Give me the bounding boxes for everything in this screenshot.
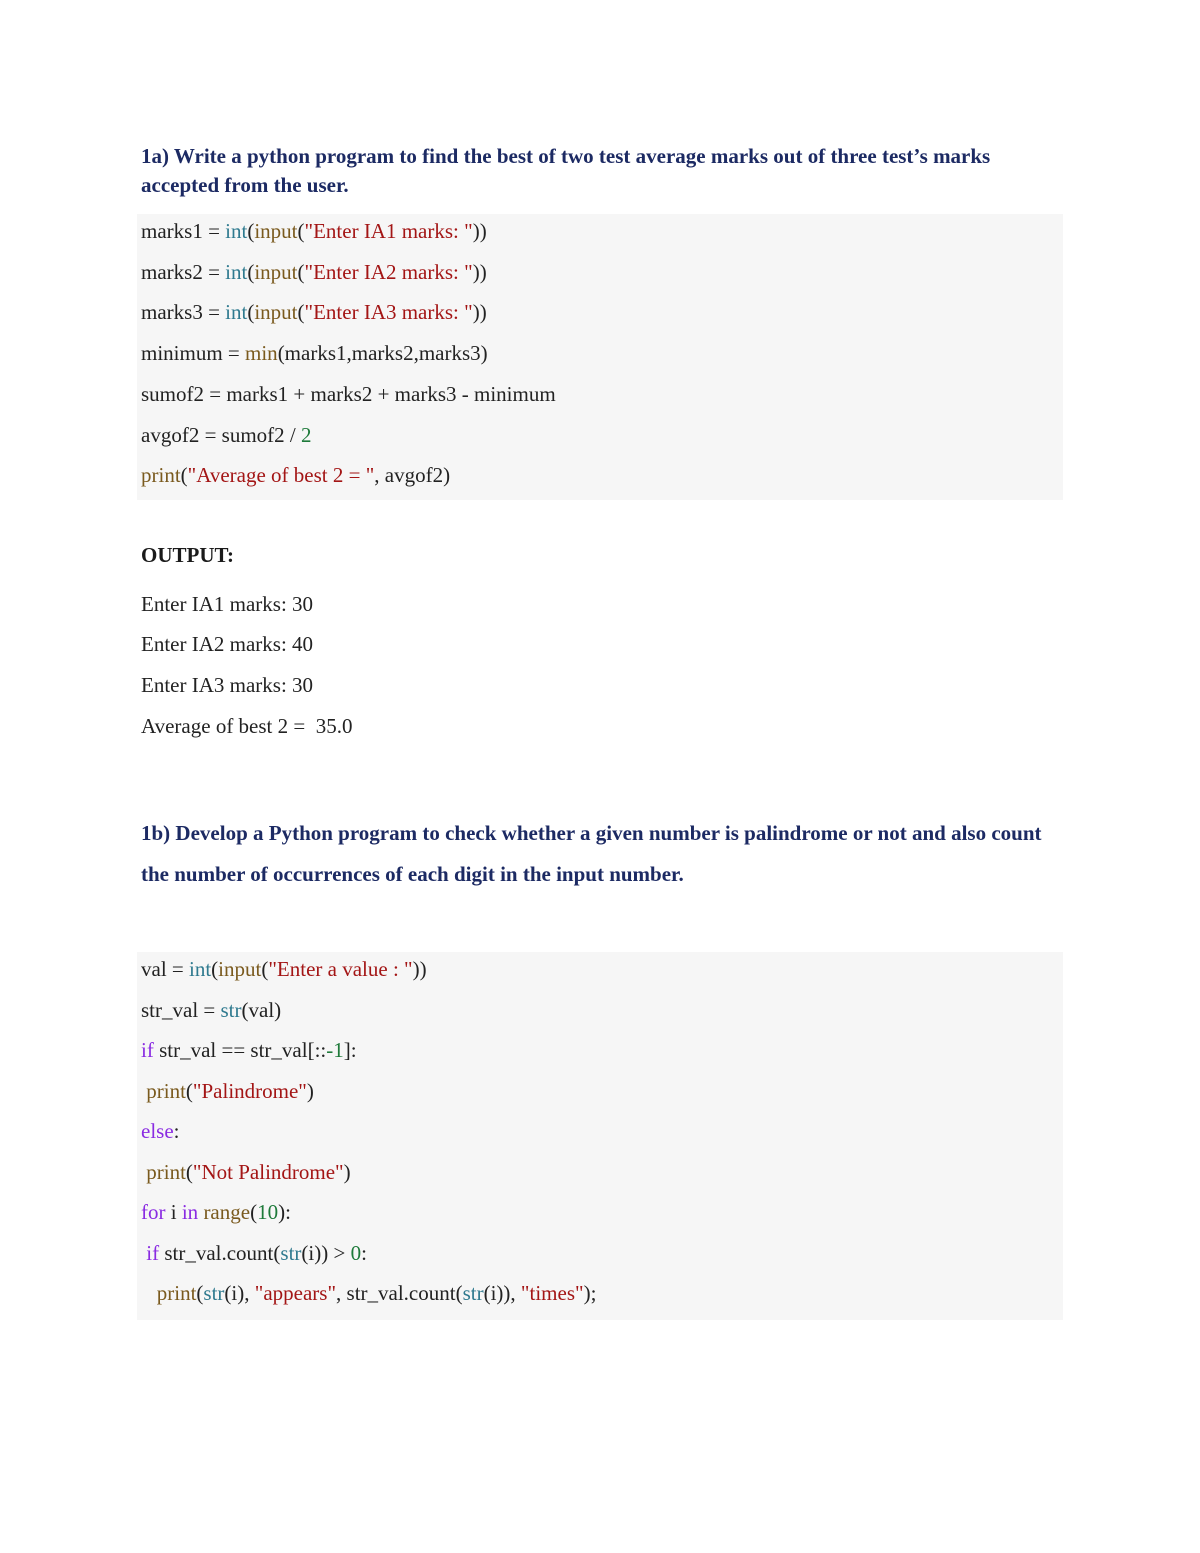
code-token: min — [245, 341, 278, 366]
code-token: , avgof2) — [374, 463, 451, 488]
code-token: else — [141, 1119, 174, 1143]
code-token: input — [254, 259, 298, 284]
code-token: marks1 = — [141, 219, 226, 243]
code-token: "times" — [520, 1281, 584, 1305]
code-token: )) — [472, 300, 487, 325]
code-token: (marks1,marks2,marks3) — [277, 341, 488, 366]
code-token: "Enter IA3 marks: " — [304, 300, 473, 325]
code-token: , str_val.count( — [336, 1281, 463, 1305]
code-line — [141, 1157, 351, 1187]
question-1a-title: Write a python program to find the best of two test average marks out of three test’s marks accepted from the user. — [141, 144, 991, 197]
code-token: ( — [185, 1078, 193, 1103]
code-token: (i)) > — [301, 1240, 351, 1265]
code-token: str — [220, 997, 242, 1022]
code-line — [141, 460, 450, 490]
code-token: if — [146, 1240, 160, 1265]
code-token: "Average of best 2 = " — [187, 463, 375, 488]
code-token: marks2 = — [141, 259, 226, 284]
code-token: ); — [583, 1281, 597, 1305]
code-token: avgof2 = sumof2 / — [141, 422, 301, 447]
code-token: str — [462, 1281, 484, 1305]
code-token: ) — [306, 1078, 314, 1103]
code-line — [141, 954, 427, 984]
code-token: input — [254, 300, 298, 325]
code-token: 10 — [257, 1200, 279, 1224]
code-token: ( — [247, 259, 255, 284]
code-token: ( — [180, 463, 188, 488]
code-line — [141, 1116, 180, 1146]
code-token: "Enter IA2 marks: " — [304, 259, 473, 284]
code-line — [141, 297, 487, 327]
code-block-1b — [137, 952, 1063, 1320]
code-token: if — [141, 1038, 154, 1062]
code-token: )) — [412, 957, 427, 981]
code-token: str_val.count( — [159, 1240, 281, 1265]
code-token: ( — [250, 1200, 258, 1224]
code-line — [141, 338, 488, 368]
code-line — [141, 216, 487, 246]
code-token: ( — [247, 219, 255, 243]
code-token: (val) — [241, 997, 282, 1022]
code-token: range — [203, 1200, 251, 1224]
question-1a-heading — [141, 142, 1061, 200]
code-token: "Not Palindrome" — [192, 1159, 344, 1184]
code-line — [141, 1238, 367, 1268]
code-line — [141, 995, 281, 1025]
code-token: int — [225, 259, 248, 284]
output-line: Enter IA3 marks: 30 — [141, 673, 314, 697]
code-token: i — [165, 1200, 182, 1224]
code-block-1a — [137, 214, 1063, 500]
code-token: )) — [472, 259, 487, 284]
code-token: (i)), — [483, 1281, 521, 1305]
output-line: Enter IA1 marks: 30 — [141, 592, 314, 616]
code-token: int — [225, 300, 248, 325]
code-token: print — [146, 1078, 186, 1103]
code-token: 2 — [301, 422, 312, 447]
code-token: )) — [472, 219, 487, 243]
code-line — [141, 1035, 357, 1065]
output-line: Enter IA2 marks: 40 — [141, 632, 314, 656]
code-token: minimum = — [141, 341, 246, 366]
code-token: print — [146, 1159, 186, 1184]
question-1a-prefix: 1a) — [141, 144, 174, 168]
code-token: str_val == str_val[:: — [153, 1038, 327, 1062]
code-token: ( — [247, 300, 255, 325]
code-token: input — [254, 219, 298, 243]
question-1b-heading: 1b) Develop a Python program to check whether a given number is palindrome or not and also count the number of occurrences of each digit in the input number. — [141, 821, 1042, 886]
code-token: marks3 = — [141, 300, 226, 325]
code-token: ( — [185, 1159, 193, 1184]
code-token: : — [173, 1119, 180, 1143]
code-token: str — [203, 1281, 225, 1305]
code-token: "Enter a value : " — [268, 957, 413, 981]
output-label: OUTPUT: — [141, 543, 234, 567]
code-token: in — [181, 1200, 199, 1224]
code-token: ( — [196, 1281, 204, 1305]
code-token: print — [141, 463, 181, 488]
code-token: (i), — [224, 1281, 255, 1305]
code-token: sumof2 = marks1 + marks2 + marks3 - minimum — [141, 381, 556, 406]
code-token: ( — [211, 957, 219, 981]
code-token — [141, 1281, 157, 1305]
code-line — [141, 1278, 596, 1308]
code-token: 0 — [350, 1240, 362, 1265]
code-line — [141, 420, 312, 450]
code-line — [141, 1197, 291, 1227]
code-token: for — [141, 1200, 166, 1224]
code-token: "appears" — [254, 1281, 337, 1305]
code-token: "Palindrome" — [192, 1078, 307, 1103]
code-token: ( — [261, 957, 269, 981]
code-token: : — [361, 1240, 367, 1265]
code-token: int — [225, 219, 248, 243]
code-token: ) — [343, 1159, 351, 1184]
code-token: int — [189, 957, 212, 981]
code-line — [141, 257, 487, 287]
code-token: str — [280, 1240, 302, 1265]
code-token: ( — [297, 259, 305, 284]
code-token: -1 — [326, 1038, 344, 1062]
code-token: input — [218, 957, 262, 981]
code-token: print — [156, 1281, 197, 1305]
code-token: "Enter IA1 marks: " — [304, 219, 473, 243]
code-token: ( — [297, 219, 305, 243]
code-token: ]: — [343, 1038, 357, 1062]
code-token: ): — [278, 1200, 291, 1224]
code-token: str_val = — [141, 997, 221, 1022]
code-line — [141, 1076, 314, 1106]
code-line — [141, 379, 556, 409]
output-line: Average of best 2 = 35.0 — [141, 714, 353, 738]
code-token: val = — [141, 957, 189, 981]
code-token: ( — [297, 300, 305, 325]
